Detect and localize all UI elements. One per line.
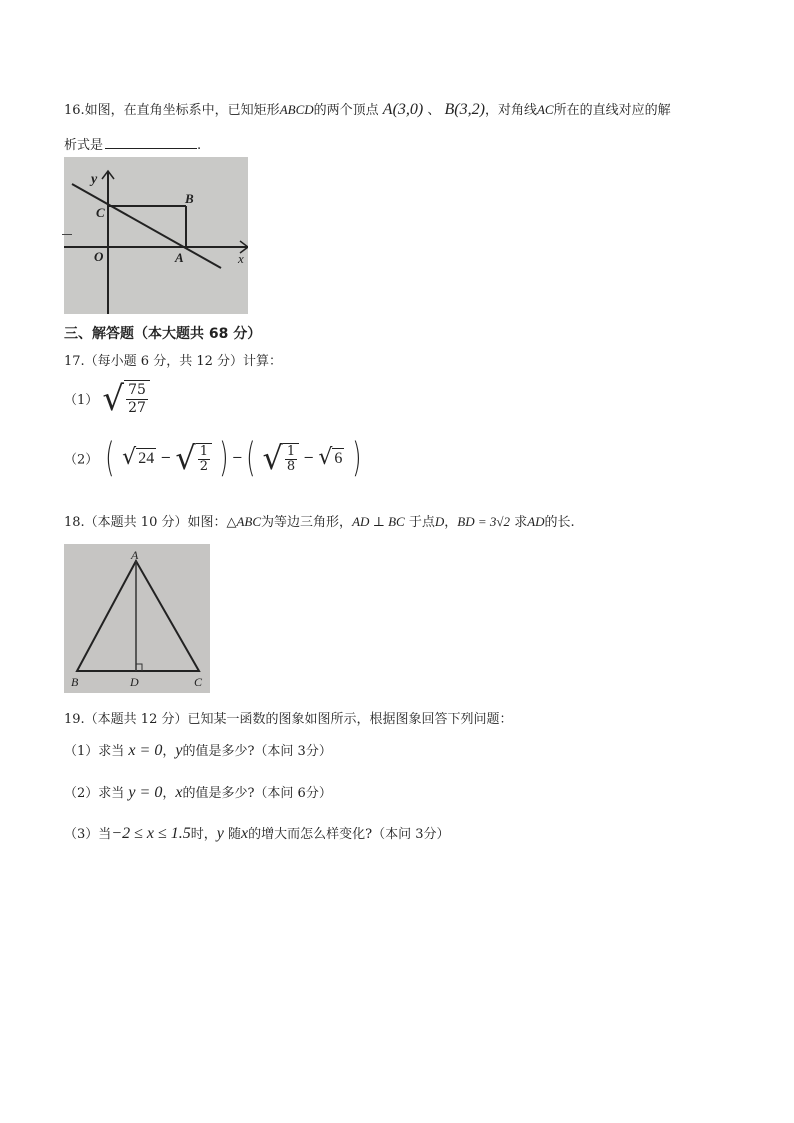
left-paren: ( [105, 435, 115, 481]
fraction [126, 382, 148, 417]
coordinate-graph [64, 157, 248, 314]
radicand [283, 443, 299, 474]
numerator: 1 [286, 443, 296, 459]
var-x: x [175, 784, 183, 801]
q18-text: 18.（本题共 10 分）如图： [64, 515, 227, 530]
q16-text: 16.如图，在直角坐标系中，已知矩形 [64, 103, 280, 118]
radicand: 24 [138, 450, 155, 467]
right-paren: ) [351, 435, 361, 481]
label-a: A [175, 250, 184, 265]
q16-line1 [64, 99, 671, 119]
sqrt-6 [318, 447, 344, 469]
right-angle-mark [136, 664, 142, 671]
q18-stem [64, 511, 575, 530]
minus-sign: − [160, 450, 172, 466]
label-c: C [96, 205, 105, 220]
comma: ， [162, 744, 176, 759]
radicand: 6 [334, 450, 343, 467]
q17-part2 [64, 435, 364, 481]
radicand [196, 443, 212, 474]
q18-text: 求 [514, 515, 528, 530]
triangle-diagram [64, 544, 210, 693]
perpendicular-expr: AD ⊥ BC [352, 514, 405, 529]
triangle-abc [77, 561, 199, 671]
q19-text: 的值是多少?（本问 3分） [182, 744, 332, 759]
denominator: 27 [128, 400, 146, 416]
part-label: （1） [64, 393, 99, 408]
label-y: y [91, 172, 98, 187]
var-y: y [216, 825, 224, 842]
q17-stem: 17.（每小题 6 分，共 12 分）计算： [64, 354, 283, 369]
radical-sign: √ [102, 378, 125, 419]
label-b: B [71, 675, 79, 689]
q17-part1 [64, 380, 150, 417]
numerator: 75 [128, 382, 146, 398]
q19-text: （2）求当 [64, 786, 125, 801]
q19-text: 随 [228, 827, 242, 842]
fraction [198, 445, 210, 474]
margin-mark [62, 234, 72, 235]
minus-sign: − [231, 450, 243, 466]
sqrt-frac-eighth [262, 439, 299, 477]
sqrt-expression [102, 380, 150, 417]
diagonal-name: AC [536, 102, 554, 117]
q19-text: （1）求当 [64, 744, 125, 759]
q18-text: 为等边三角形， [261, 515, 353, 530]
radical-sign: √ [262, 439, 283, 477]
denominator: 2 [199, 458, 209, 474]
q16-text: 析式是 [64, 138, 104, 153]
comma: ， [162, 786, 176, 801]
bd-expr: BD = 3√2 [457, 514, 511, 529]
radical-sign: √ [122, 445, 137, 470]
q16-text: 的两个顶点 [313, 103, 379, 118]
q16-line2 [64, 134, 201, 153]
q19-part1 [64, 740, 332, 760]
q18-text: 于点 [408, 515, 435, 530]
right-paren: ) [219, 435, 229, 481]
q19-text: 的值是多少?（本问 6分） [182, 786, 332, 801]
answer-blank[interactable] [105, 135, 197, 149]
label-a: A [131, 548, 139, 562]
q18-text: 的长. [544, 515, 575, 530]
q16-text: 所在的直线对应的解 [553, 103, 671, 118]
label-b: B [185, 191, 194, 206]
sqrt-frac-half [175, 439, 212, 477]
label-c: C [194, 675, 203, 689]
point-b: B(3,2) [444, 101, 485, 118]
q19-stem: 19.（本题共 12 分）已知某一函数的图象如图所示，根据图象回答下列问题： [64, 712, 513, 727]
radical-sign: √ [318, 445, 333, 470]
rect-name: ABCD [279, 102, 314, 117]
math-expr: y = 0 [128, 784, 163, 801]
math-expr: x = 0 [128, 742, 163, 759]
q19-text: 时， [190, 827, 217, 842]
q19-text: 的增大而怎么样变化?（本问 3分） [248, 827, 450, 842]
period: . [197, 138, 202, 153]
comma: ， [444, 515, 458, 530]
q19-part2 [64, 782, 332, 802]
radical-sign: √ [175, 439, 196, 477]
left-paren: ( [245, 435, 256, 481]
part-label: （2） [64, 452, 99, 468]
q19-text: （3）当 [64, 827, 112, 842]
segment-ad: AD [527, 514, 545, 529]
q18-figure [64, 544, 210, 693]
radicand [124, 380, 150, 417]
point-a: A(3,0) [382, 101, 424, 118]
var-y: y [175, 742, 183, 759]
q19-part3 [64, 823, 450, 843]
var-x: x [241, 825, 249, 842]
label-o: O [94, 249, 104, 264]
numerator: 1 [199, 443, 209, 459]
math-expr: −2 ≤ x ≤ 1.5 [111, 825, 191, 842]
q16-figure [64, 157, 248, 314]
minus-sign: − [303, 450, 315, 466]
point-d: D [434, 514, 445, 529]
sqrt-24 [122, 447, 156, 469]
denominator: 8 [286, 458, 296, 474]
section-heading: 三、解答题（本大题共 68 分） [64, 326, 262, 342]
fraction [285, 445, 297, 474]
separator: 、 [427, 103, 441, 118]
label-x: x [238, 251, 244, 266]
triangle-name: △ABC [226, 514, 262, 529]
q16-text: ，对角线 [484, 103, 537, 118]
label-d: D [130, 675, 139, 689]
